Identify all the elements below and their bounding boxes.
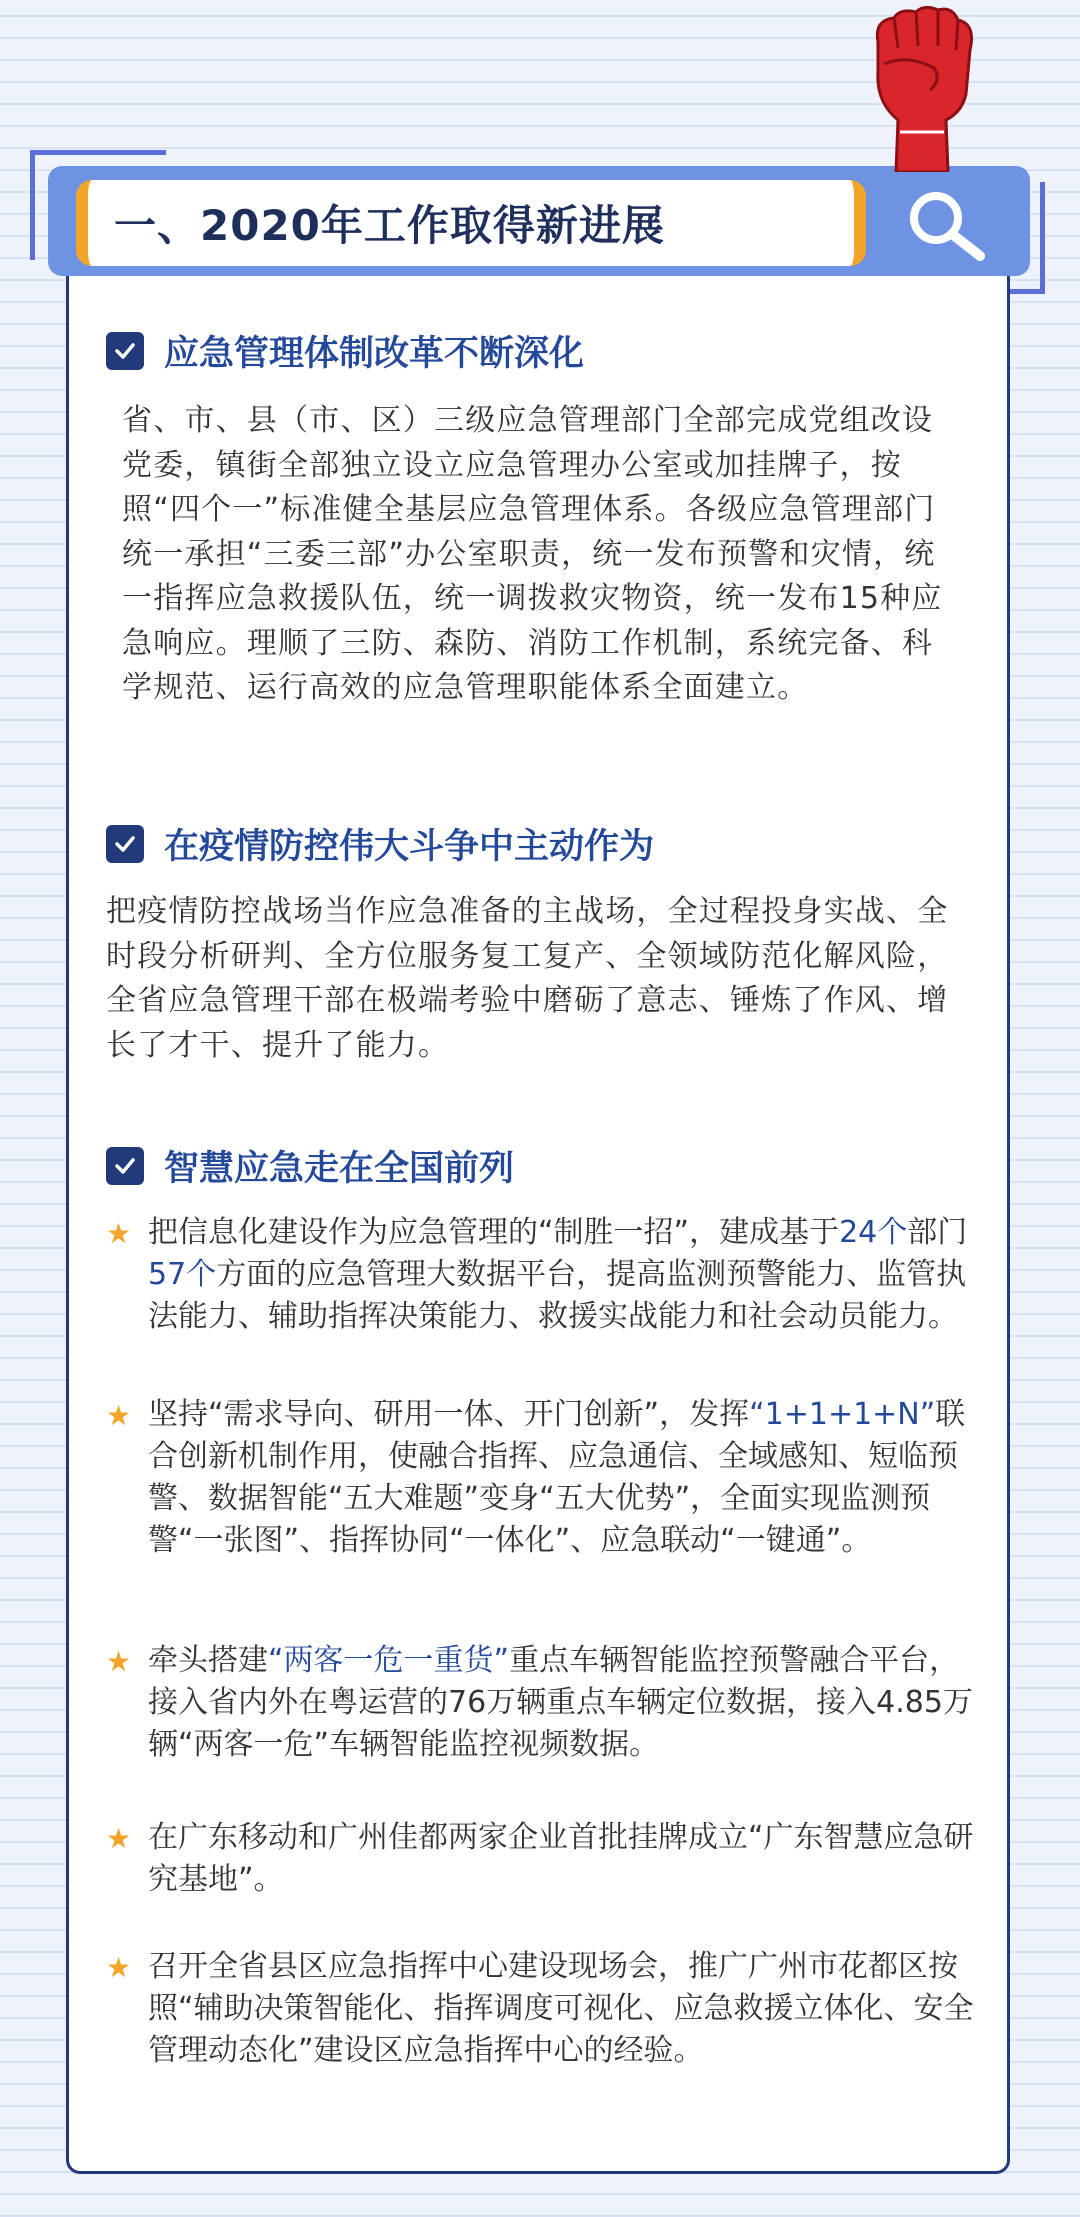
list-item: ★ 牵头搭建“两客一危一重货”重点车辆智能监控预警融合平台，接入省内外在粤运营的76万辆重点车辆定位数据，接入4.85万辆“两客一危”车辆智能监控视频数据。 [106,1640,986,1766]
section-2-text: 把疫情防控战场当作应急准备的主战场，全过程投身实战、全时段分析研判、全方位服务复工复产、全领域防范化解风险，全省应急管理干部在极端考验中磨砺了意志、锤炼了作风、增长了才干、提升了能力。 [106,894,949,1063]
list-item: ★ 召开全省县区应急指挥中心建设现场会，推广广州市花都区按照“辅助决策智能化、指挥调度可视化、应急救援立体化、安全管理动态化”建设区应急指挥中心的经验。 [106,1946,986,2072]
section-3-title: 智慧应急走在全国前列 [164,1149,515,1189]
checkbox-icon [106,1147,144,1185]
list-item: ★ 把信息化建设作为应急管理的“制胜一招”，建成基于24个部门57个方面的应急管理大数据平台，提高监测预警能力、监管执法能力、辅助指挥决策能力、救援实战能力和社会动员能力。 [106,1212,986,1338]
list-item: ★ 坚持“需求导向、研用一体、开门创新”，发挥“1+1+1+N”联合创新机制作用，使融合指挥、应急通信、全域感知、短临预警、数据智能“五大难题”变身“五大优势”，全面实现监测预警“一张图”、指挥协同“一体化”、应急联动“一键通”。 [106,1394,986,1562]
section-1-title: 应急管理体制改革不断深化 [164,334,585,374]
frame-line-top-left [30,150,166,155]
star-icon: ★ [106,1822,132,1855]
section-3-heading [106,1141,514,1191]
section-1-heading [106,326,584,376]
page-title: 一、2020年工作取得新进展 [114,201,665,250]
star-icon: ★ [106,1951,132,1984]
star-icon: ★ [106,1645,132,1678]
checkbox-icon [106,332,144,370]
title-box [76,180,866,266]
section-2-title: 在疫情防控伟大斗争中主动作为 [164,827,655,867]
fist-icon [838,2,990,172]
frame-line-right [1040,182,1045,294]
section-1-text: 省、市、县（市、区）三级应急管理部门全部完成党组改设党委，镇街全部独立设立应急管理办公室或加挂牌子，按照“四个一”标准健全基层应急管理体系。各级应急管理部门统一承担“三委三部”办公室职责，统一发布预警和灾情，统一指挥应急救援队伍，统一调拨救灾物资，统一发布15种应急响应。理顺了三防、森防、消防工作机制，系统完备、科学规范、运行高效的应急管理职能体系全面建立。 [122,403,943,705]
frame-line-left [30,150,35,260]
star-icon: ★ [106,1217,132,1250]
list-item: ★ 在广东移动和广州佳都两家企业首批挂牌成立“广东智慧应急研究基地”。 [106,1817,986,1901]
star-icon: ★ [106,1399,132,1432]
section-2-heading [106,819,654,869]
search-icon[interactable] [900,186,992,262]
checkbox-icon [106,825,144,863]
